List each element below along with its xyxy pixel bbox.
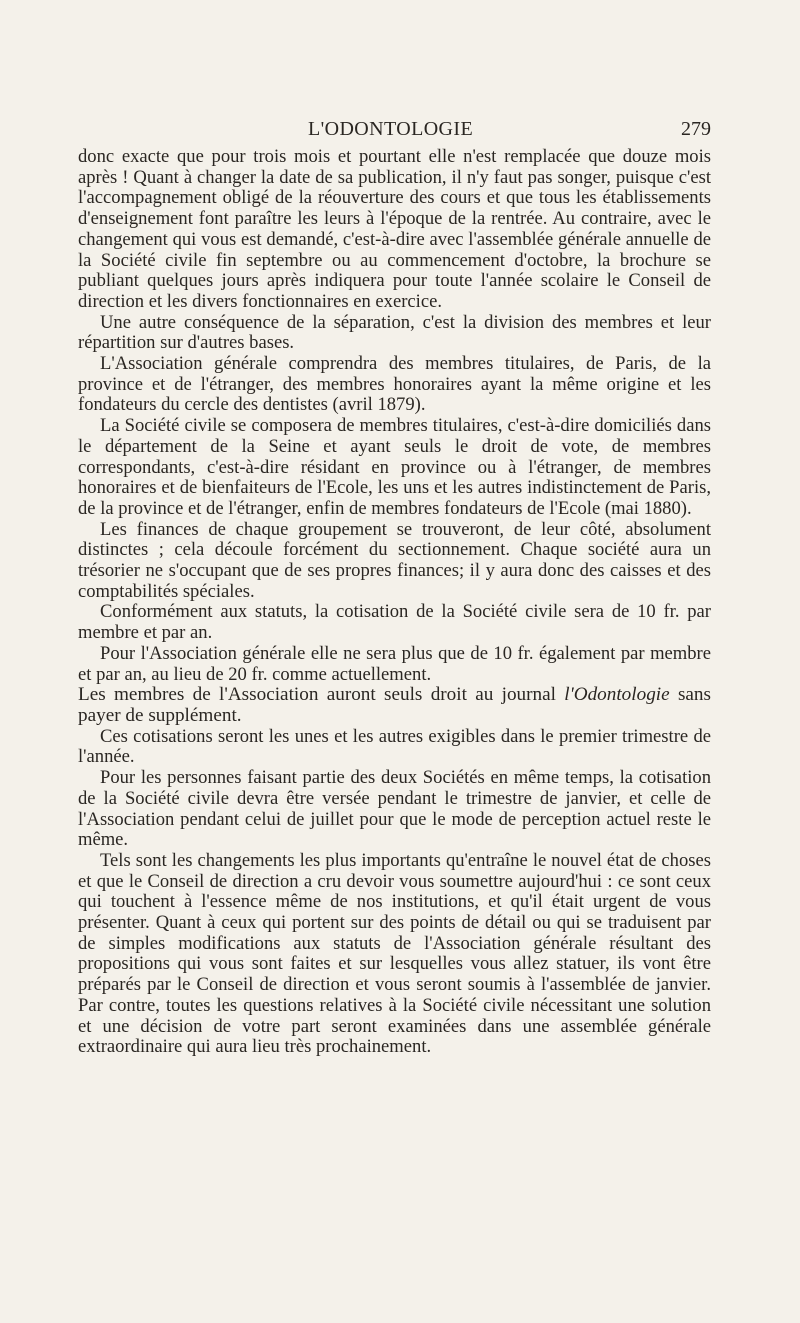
- journal-sentence-start: Les membres de l'Association auront seuls droit au journal: [78, 684, 565, 706]
- paragraph: Tels sont les changements les plus importants qu'entraîne le nouvel état de choses et que le Conseil de direction a cru devoir vous soumettre aujourd'hui : ce sont ceux qui touchent à l'essence même de nos institutions, et qu'il était urgent de vous présenter. Quant à ceux qui portent sur des points de détail ou qui se traduisent par de simples modifications aux statuts de l'Association générale résultant des propositions qui vous sont faites et sur lesquelles vous allez statuer, ils vont être préparés par le Conseil de direction et vous seront soumis à l'assemblée de janvier. Par contre, toutes les questions relatives à la Société civile nécessitant une solution et une décision de votre part seront examinées dans une assemblée générale extraordinaire qui aura lieu très prochainement.: [78, 849, 711, 1058]
- paragraph: Pour les personnes faisant partie des deux Sociétés en même temps, la cotisation de la Société civile devra être versée pendant le trimestre de janvier, et celle de l'Association pendant celui de juillet pour que le mode de perception actuel reste le même.: [78, 767, 711, 851]
- journal-sentence-end: sans payer de supplément.: [78, 684, 711, 726]
- page-number: 279: [681, 118, 711, 140]
- paragraph: Conformément aux statuts, la cotisation de la Société civile sera de 10 fr. par membre et par an.: [78, 601, 711, 644]
- paragraph: Les finances de chaque groupement se trouveront, de leur côté, absolument distinctes ; cela découle forcément du sectionnement. Chaque société aura un trésorier ne s'occupant que de ses propres finances; il y aura donc des caisses et des comptabilités spéciales.: [78, 518, 711, 602]
- body-text: [78, 147, 711, 1058]
- page-header: [78, 118, 711, 142]
- journal-title: l'Odontologie: [564, 684, 670, 706]
- journal-paragraph: [78, 685, 711, 726]
- running-title: L'ODONTOLOGIE: [308, 118, 474, 140]
- paragraph: Pour l'Association générale elle ne sera plus que de 10 fr. également par membre et par an, au lieu de 20 fr. comme actuellement.: [78, 642, 711, 685]
- paragraph: Ces cotisations seront les unes et les autres exigibles dans le premier trimestre de l'année.: [78, 725, 711, 768]
- paragraph: La Société civile se composera de membres titulaires, c'est-à-dire domiciliés dans le département de la Seine et ayant seuls le droit de vote, de membres correspondants, c'est-à-dire résidant en province ou à l'étranger, de membres honoraires et de bienfaiteurs de l'Ecole, les uns et les autres indistinctement de Paris, de la province et de l'étranger, enfin de membres fondateurs de l'Ecole (mai 1880).: [78, 415, 711, 519]
- paragraph: Une autre conséquence de la séparation, c'est la division des membres et leur répartition sur d'autres bases.: [78, 311, 711, 354]
- paragraph: L'Association générale comprendra des membres titulaires, de Paris, de la province et de l'étranger, des membres honoraires ayant la même origine et les fondateurs du cercle des dentistes (avril 1879).: [78, 353, 711, 416]
- paragraph: donc exacte que pour trois mois et pourtant elle n'est remplacée que douze mois après ! Quant à changer la date de sa publication, il n'y faut pas songer, puisque c'est l'accompagnement obligé de la réouverture des cours et que tous les établissements d'enseignement font paraître les leurs à l'époque de la rentrée. Au contraire, avec le changement qui vous est demandé, c'est-à-dire avec l'assemblée générale annuelle de la Société civile fin septembre ou au commencement d'octobre, la brochure se publiant quelques jours après indiquera pour toute l'année scolaire le Conseil de direction et les divers fonctionnaires en exercice.: [78, 146, 711, 312]
